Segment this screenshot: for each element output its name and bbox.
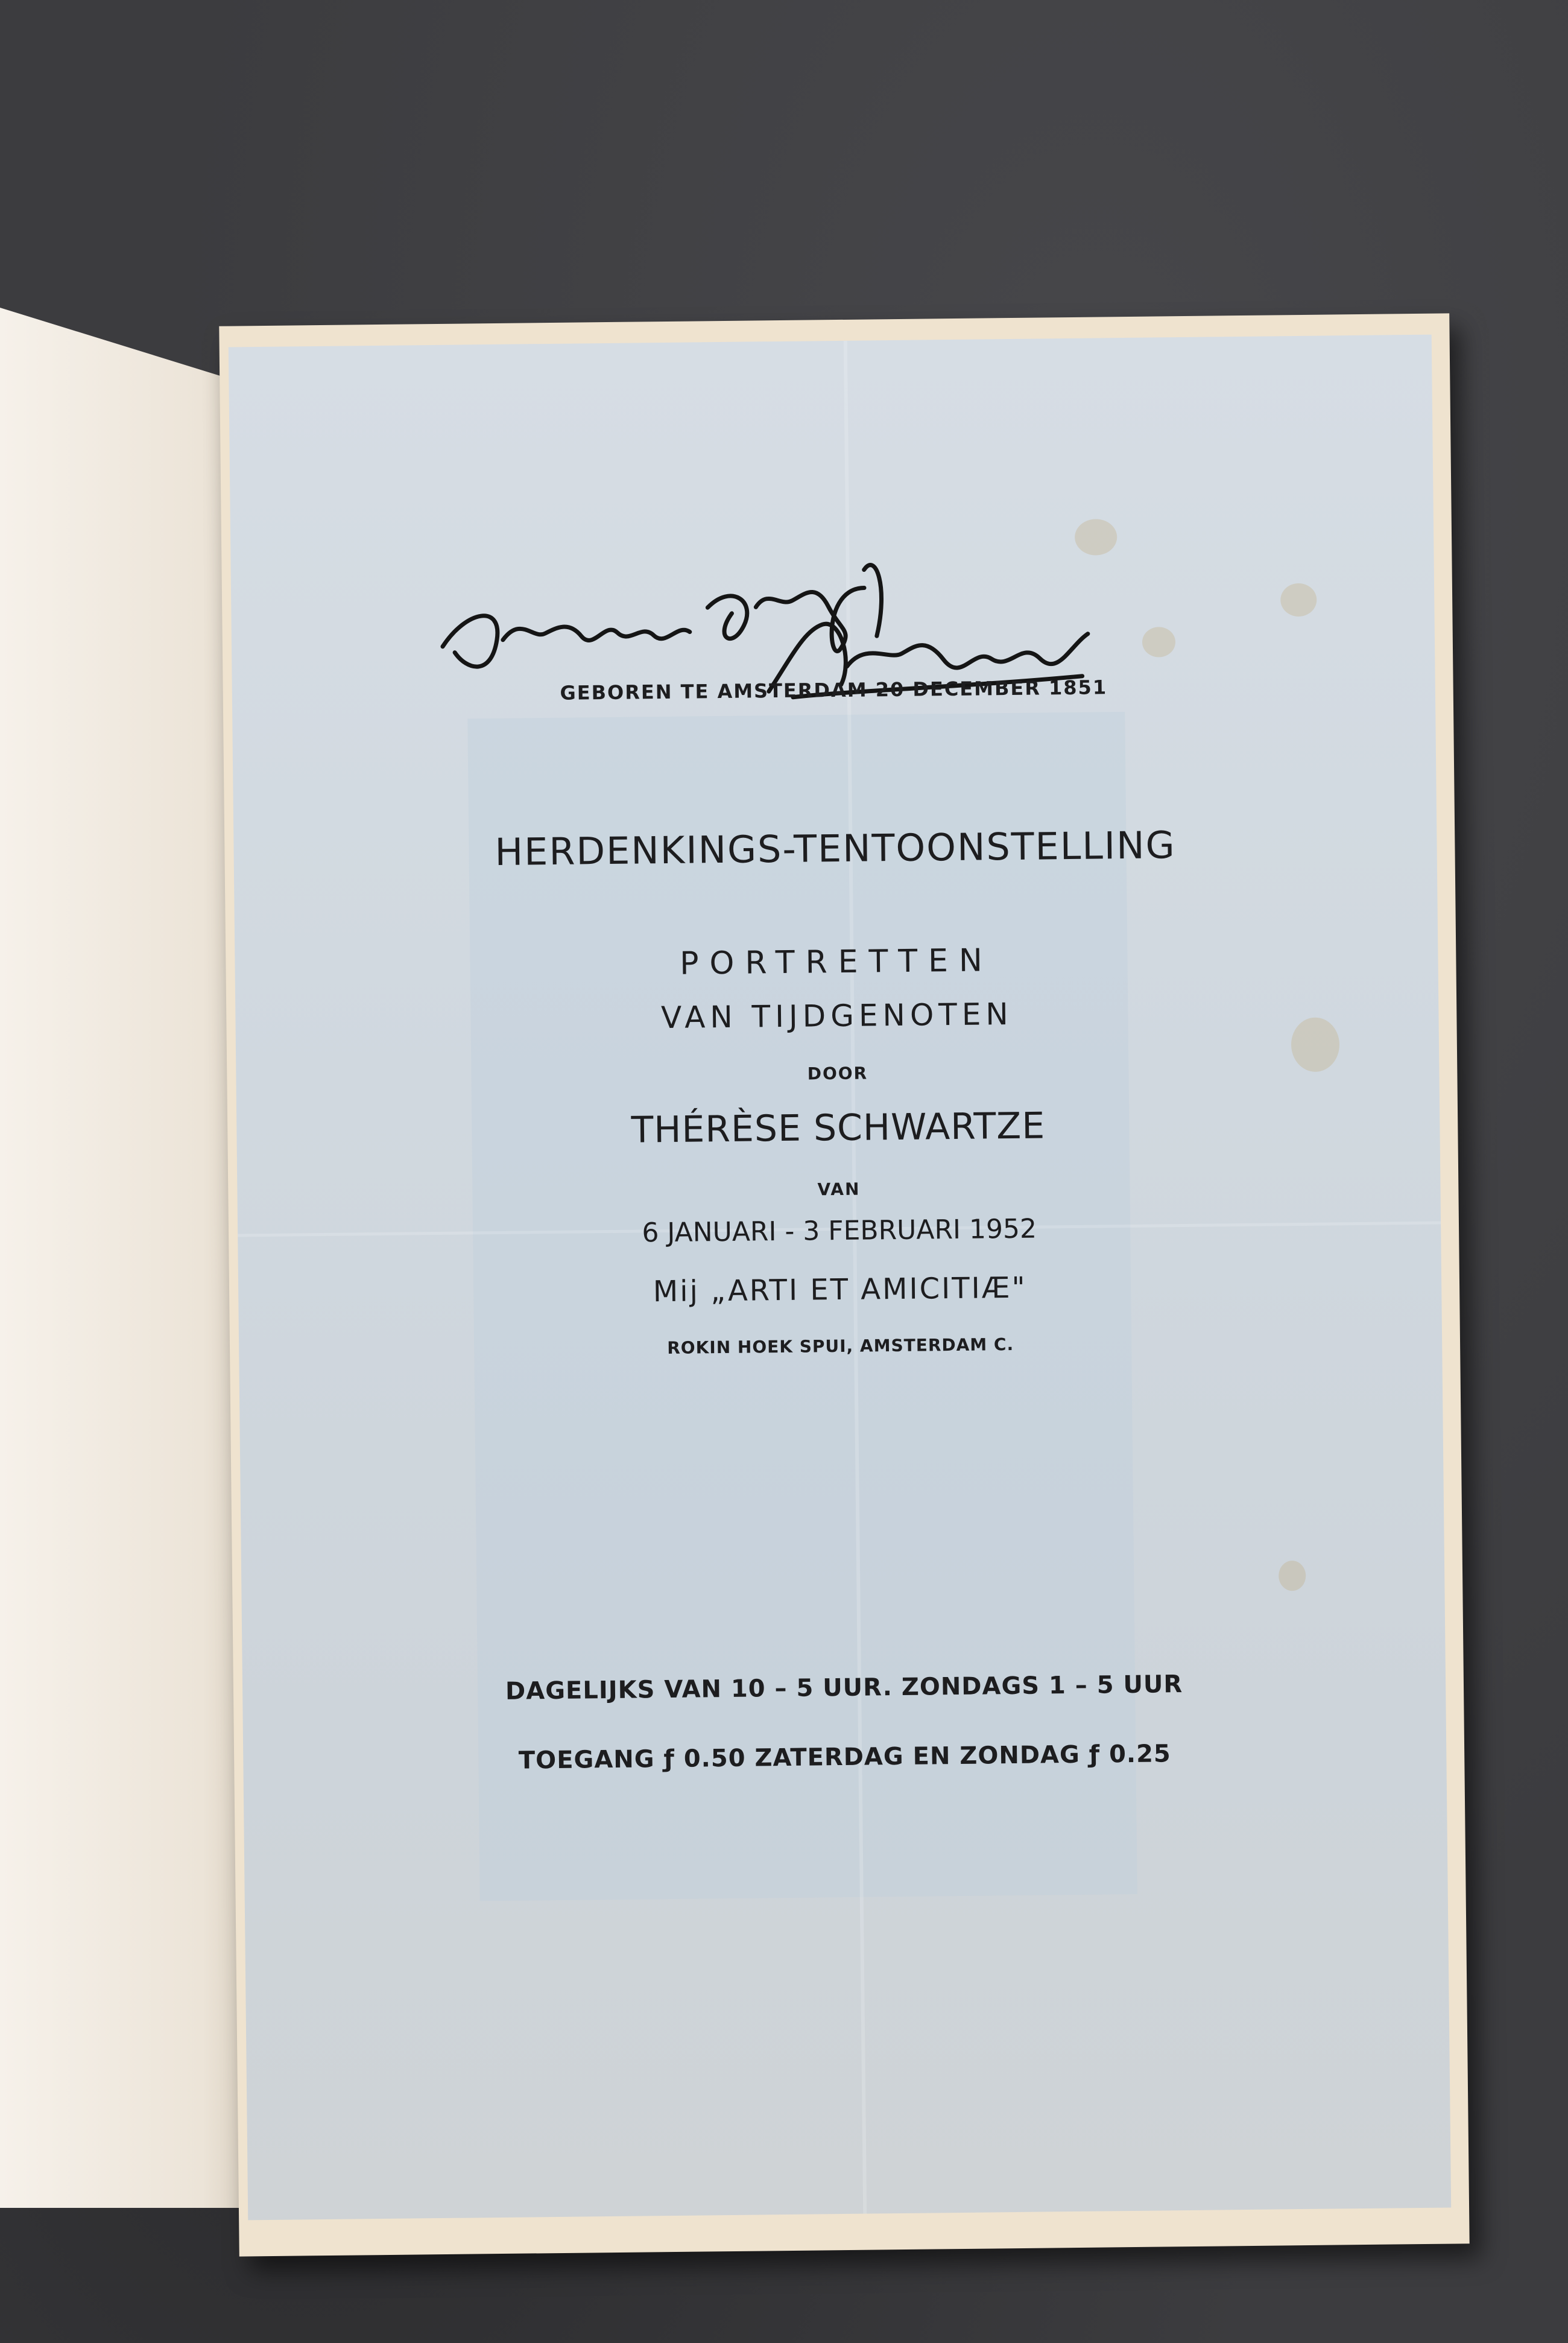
leaflet-page <box>229 335 1451 2221</box>
society-name: Mij „ARTI ET AMICITIÆ" <box>653 1270 1027 1309</box>
birth-line: GEBOREN TE AMSTERDAM 20 DECEMBER 1851 <box>560 676 1108 705</box>
artist-name: THÉRÈSE SCHWARTZE <box>631 1105 1046 1152</box>
subtitle-portretten: PORTRETTEN <box>679 942 994 982</box>
foxing-stain <box>1279 1561 1306 1591</box>
by-label: DOOR <box>807 1063 868 1084</box>
foxing-stain <box>1280 583 1317 617</box>
admission-prices: TOEGANG ƒ 0.50 ZATERDAG EN ZONDAG ƒ 0.25 <box>518 1740 1171 1775</box>
foxing-stain <box>1142 627 1176 658</box>
open-cover-left <box>0 308 253 2208</box>
exhibition-dates: 6 JANUARI - 3 FEBRUARI 1952 <box>642 1213 1037 1249</box>
subtitle-tijdgenoten: VAN TIJDGENOTEN <box>660 996 1014 1036</box>
opening-hours: DAGELIJKS VAN 10 – 5 UUR. ZONDAGS 1 – 5 UUR <box>505 1670 1183 1705</box>
venue-address: ROKIN HOEK SPUI, AMSTERDAM C. <box>667 1334 1014 1359</box>
exhibition-title: HERDENKINGS-TENTOONSTELLING <box>495 823 1176 874</box>
from-label: VAN <box>817 1179 861 1200</box>
